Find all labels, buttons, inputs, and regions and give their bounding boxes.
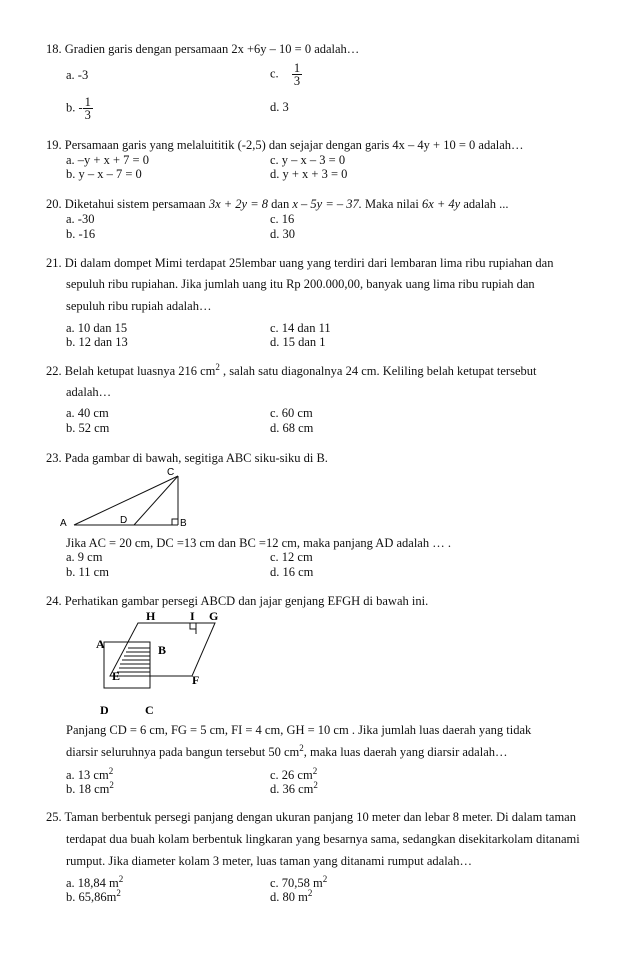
q24-line-2 [66,742,508,760]
label-e: E [112,669,121,683]
q19-option-d: d. y + x + 3 = 0 [270,167,348,181]
option-text: c. 26 cm [270,768,313,782]
label-c: C [167,467,175,478]
q20-and: dan [268,197,293,211]
q23-option-a: a. 9 cm [66,550,103,564]
option-text: c. 70,58 m [270,876,323,890]
q24-option-a [66,765,114,783]
q22-option-c: c. 60 cm [270,406,313,420]
segment-dc [134,476,178,525]
q24-option-b [66,779,114,797]
option-text: d. 36 cm [270,782,314,796]
q19-option-a: a. –y + x + 7 = 0 [66,153,149,167]
label-h: H [146,609,156,623]
label-a: A [96,637,105,651]
q21-option-a: a. 10 dan 15 [66,321,128,335]
q24-option-c [270,765,318,783]
fraction-denominator: 3 [84,108,91,122]
label-b: B [158,643,167,657]
q24-line-1: Panjang CD = 6 cm, FG = 5 cm, FI = 4 cm, GH = 10 cm . Jika jumlah luas daerah yang tidak [66,723,532,737]
right-angle-mark [190,623,196,629]
q20-equation-2: x – 5y = – 37. [292,197,362,211]
label-g: G [209,609,219,623]
q23-stem: 23. Pada gambar di bawah, segitiga ABC siku-siku di B. [46,451,328,465]
q20-stem [46,197,508,212]
q23-given: Jika AC = 20 cm, DC =13 cm dan BC =12 cm, maka panjang AD adalah … . [66,536,451,550]
label-d: D [100,703,109,717]
q20-suffix: adalah ... [460,197,509,211]
q21-option-d: d. 15 dan 1 [270,335,326,349]
q18-option-c [270,62,302,87]
q24-square-parallelogram-figure [90,608,240,720]
q20-option-a: a. -30 [66,212,95,226]
q22-line-2: adalah… [66,385,112,399]
q20-option-d: d. 30 [270,227,295,241]
q24-stem: 24. Perhatikan gambar persegi ABCD dan jajar genjang EFGH di bawah ini. [46,594,429,608]
superscript: 2 [307,887,313,898]
q24-line-2-suffix: , maka luas daerah yang diarsir adalah… [303,745,508,759]
superscript: 2 [108,765,114,776]
q18-option-c-label: c. [270,66,279,81]
superscript: 2 [109,779,114,790]
q18-option-a: a. -3 [66,68,89,82]
superscript: 2 [312,765,318,776]
superscript: 2 [322,873,328,884]
q20-mid: Maka nilai [361,197,422,211]
option-text: b. 65,86m [66,890,117,904]
q22-line-1-suffix: , salah satu diagonalnya 24 cm. Keliling belah ketupat tersebut [219,364,537,378]
q25-option-a [66,873,124,891]
q21-line-2: sepuluh ribu rupiahan. Jika jumlah uang itu Rp 200.000,00, banyak uang lima ribu rupiah dan [66,277,535,291]
q24-option-d [270,779,318,797]
q19-stem: 19. Persamaan garis yang melaluititik (-2,5) dan sejajar dengan garis 4x – 4y + 10 = 0 adalah… [46,138,524,152]
q21-option-b: b. 12 dan 13 [66,335,128,349]
q25-line-1: 25. Taman berbentuk persegi panjang dengan ukuran panjang 10 meter dan lebar 8 meter. Di dalam taman [46,810,576,824]
q18-option-b-fraction [83,96,93,121]
option-text: a. 13 cm [66,768,109,782]
q23-option-b: b. 11 cm [66,565,109,579]
q21-line-1: 21. Di dalam dompet Mimi terdapat 25lembar uang yang terdiri dari lembaran lima ribu rupiahan dan [46,256,554,270]
q18-option-c-fraction [292,62,302,87]
label-c: C [145,703,154,717]
q21-option-c: c. 14 dan 11 [270,321,331,335]
q20-equation-1: 3x + 2y = 8 [208,197,269,211]
q22-option-d: d. 68 cm [270,421,314,435]
q19-option-c: c. y – x – 3 = 0 [270,153,346,167]
label-f: F [192,673,200,687]
q18-option-b [66,96,93,121]
q19-option-b: b. y – x – 7 = 0 [66,167,142,181]
q23-option-d: d. 16 cm [270,565,314,579]
label-b: B [180,518,187,529]
q22-line-1 [46,361,537,379]
q25-option-d [270,887,313,905]
label-a: A [60,518,67,529]
q20-option-c: c. 16 [270,212,295,226]
q22-option-a: a. 40 cm [66,406,109,420]
q22-line-1-prefix: 22. Belah ketupat luasnya 216 cm [46,364,216,378]
option-text: b. 18 cm [66,782,110,796]
option-text: a. 18,84 m [66,876,119,890]
q20-expression: 6x + 4y [421,197,461,211]
superscript: 2 [118,873,124,884]
q22-superscript: 2 [215,361,220,372]
square-abcd [104,642,150,688]
fraction-numerator: 1 [84,95,91,109]
q25-line-2: terdapat dua buah kolam berbentuk lingkaran yang besarnya sama, sedangkan disekitarkolam ditanami [66,832,580,846]
option-text: d. 80 m [270,890,308,904]
fraction-denominator: 3 [293,74,301,88]
q25-line-3: rumput. Jika diameter kolam 3 meter, luas taman yang ditanami rumput adalah… [66,854,472,868]
q25-option-c [270,873,328,891]
label-i: I [190,609,195,623]
q18-stem: 18. Gradien garis dengan persamaan 2x +6y – 10 = 0 adalah… [46,42,360,56]
label-d: D [120,515,128,526]
q23-option-c: c. 12 cm [270,550,313,564]
q20-stem-prefix: 20. Diketahui sistem persamaan [46,197,209,211]
q24-line-2-prefix: diarsir seluruhnya pada bangun tersebut 50 cm [66,745,300,759]
q25-option-b [66,887,121,905]
right-angle-mark [172,519,178,525]
q18-option-d: d. 3 [270,100,289,114]
q20-option-b: b. -16 [66,227,96,241]
superscript: 2 [116,887,121,898]
fraction-numerator: 1 [293,61,301,75]
q21-line-3: sepuluh ribu rupiah adalah… [66,299,212,313]
q18-option-b-label: b. - [66,100,83,115]
q24-superscript: 2 [299,742,304,753]
q23-triangle-figure [58,464,198,530]
q22-option-b: b. 52 cm [66,421,110,435]
superscript: 2 [313,779,318,790]
